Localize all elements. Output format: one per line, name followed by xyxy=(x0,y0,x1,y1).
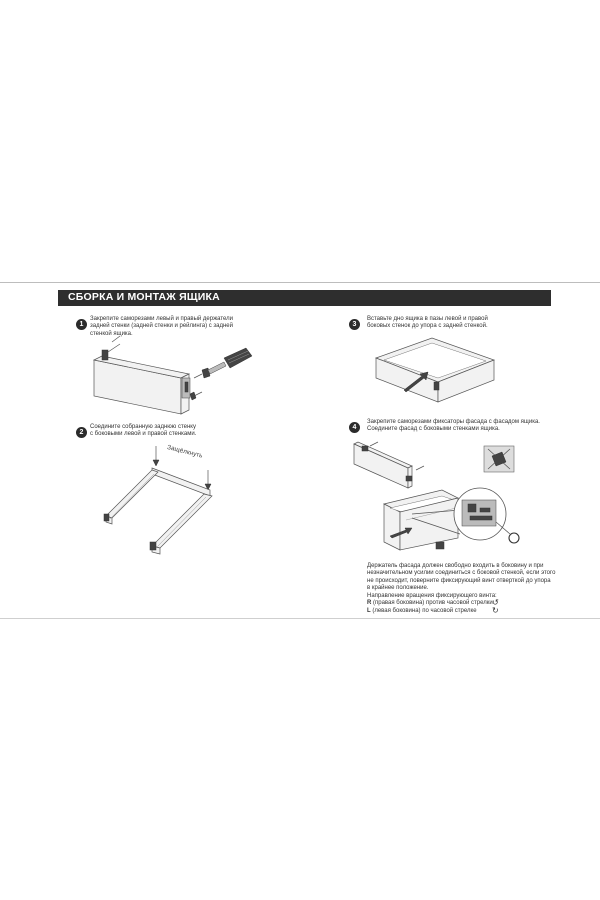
snap-label: Защёлкнуть xyxy=(166,444,204,460)
bottom-divider xyxy=(0,618,600,619)
step-2-number: 2 xyxy=(76,427,87,438)
rotation-right-letter: R xyxy=(367,600,372,606)
step-1-text: Закрепите саморезами левый и правый держатели задней стенки (задней стенки и рейлинга) с задней стенкой ящика. xyxy=(90,316,233,337)
step-4-illustration xyxy=(350,438,540,558)
facade-holder-note: Держатель фасада должен свободно входить в боковину и при незначительном усилии соединиться с боковой стенкой, если этого не происходит, поверните фиксирующий винт отверткой до упора в крайнее положение. xyxy=(367,563,556,592)
step-4-number: 4 xyxy=(349,422,360,433)
top-divider xyxy=(0,282,600,283)
rotation-right-line xyxy=(367,600,493,607)
rotation-left-text: (левая боковина) по часовой стрелке xyxy=(370,608,477,614)
step-3-number: 3 xyxy=(349,319,360,330)
rotation-left-line xyxy=(367,608,477,615)
step-2-text: Соедините собранную заднюю стенку с боковыми левой и правой стенками. xyxy=(90,424,197,438)
counterclockwise-arrow-icon: ↺ xyxy=(492,598,499,607)
step-1-illustration xyxy=(86,340,256,420)
clockwise-arrow-icon: ↻ xyxy=(492,606,499,615)
step-4-text: Закрепите саморезами фиксаторы фасада с фасадом ящика. Соедините фасад с боковыми стенками ящика. xyxy=(367,419,540,433)
section-title: СБОРКА И МОНТАЖ ЯЩИКА xyxy=(68,291,220,303)
rotation-right-text: (правая боковина) против часовой стрелки xyxy=(371,600,493,606)
rotation-left-letter: L xyxy=(367,608,371,614)
section-header xyxy=(58,290,551,306)
rotation-heading: Направление вращения фиксирующего винта: xyxy=(367,593,497,599)
step-3-text: Вставьте дно ящика в пазы левой и правой боковых стенок до упора с задней стенкой. xyxy=(367,316,488,330)
step-2-illustration xyxy=(94,446,224,556)
step-1-number: 1 xyxy=(76,319,87,330)
step-3-illustration xyxy=(370,336,500,406)
